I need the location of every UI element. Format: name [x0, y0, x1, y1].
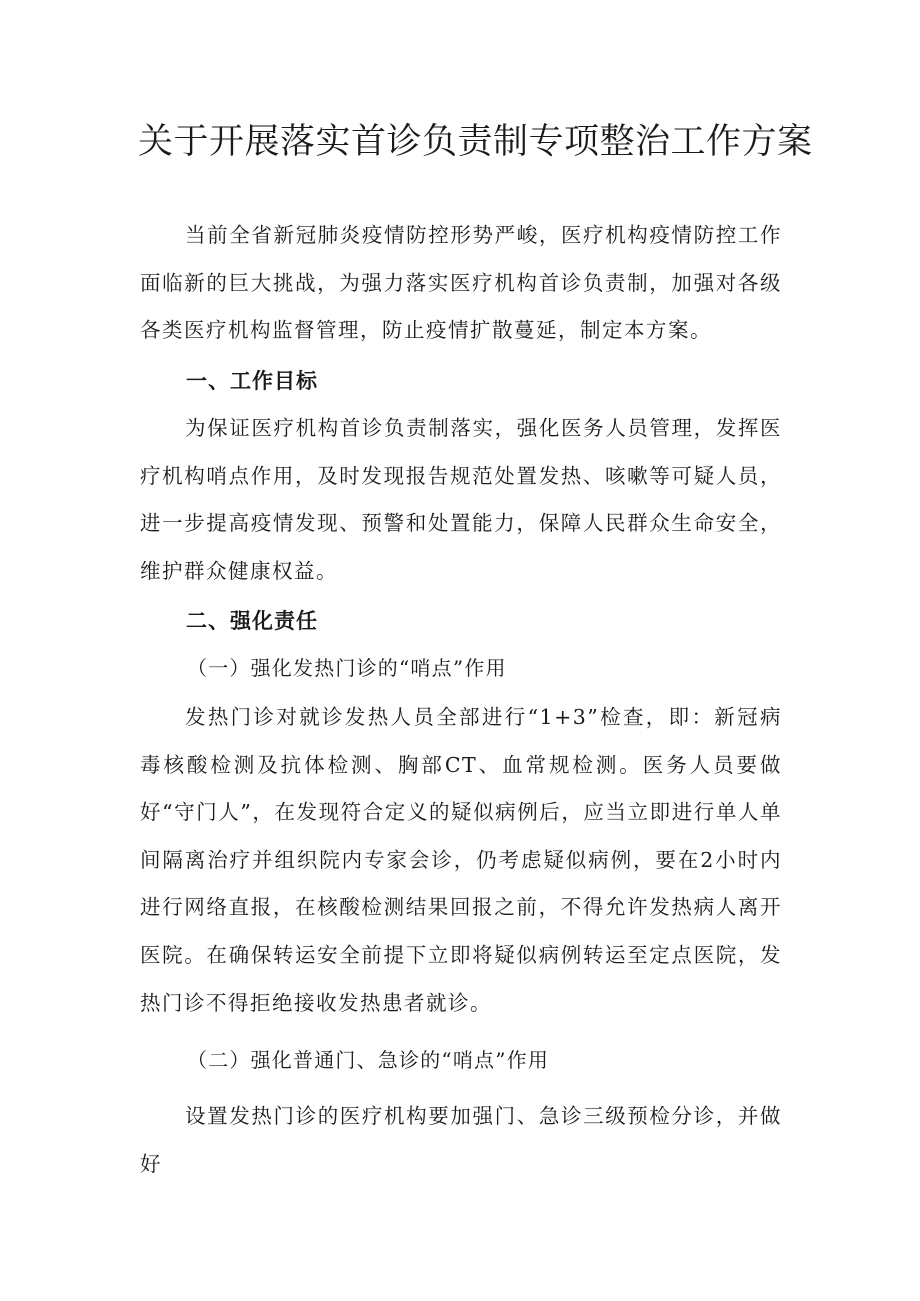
document-title: 关于开展落实首诊负责制专项整治工作方案	[138, 122, 813, 162]
section-heading-responsibility: 二、强化责任	[186, 609, 318, 633]
subsection-heading-general-clinic: （二）强化普通门、急诊的“哨点”作用	[187, 1048, 550, 1072]
subsection-heading-fever-clinic: （一）强化发热门诊的“哨点”作用	[187, 656, 507, 680]
intro-paragraph: 当前全省新冠肺炎疫情防控形势严峻，医疗机构疫情防控工作面临新的巨大挑战，为强力落实医疗机构首诊负责制，加强对各级各类医疗机构监督管理，防止疫情扩散蔓延，制定本方案。	[140, 223, 782, 343]
fever-clinic-paragraph: 发热门诊对就诊发热人员全部进行“1+3”检查，即：新冠病毒核酸检测及抗体检测、胸部CT、血常规检测。医务人员要做好“守门人”，在发现符合定义的疑似病例后，应当立即进行单人单间隔离治疗并组织院内专家会诊，仍考虑疑似病例，要在2小时内进行网络直报，在核酸检测结果回报之前，不得允许发热病人离开医院。在确保转运安全前提下立即将疑似病例转运至定点医院，发热门诊不得拒绝接收发热患者就诊。	[140, 705, 782, 1015]
goals-paragraph: 为保证医疗机构首诊负责制落实，强化医务人员管理，发挥医疗机构哨点作用，及时发现报告规范处置发热、咳嗽等可疑人员，进一步提高疫情发现、预警和处置能力，保障人民群众生命安全，维护群众健康权益。	[140, 416, 782, 583]
section-heading-goals: 一、工作目标	[186, 369, 318, 393]
general-clinic-paragraph: 设置发热门诊的医疗机构要加强门、急诊三级预检分诊，并做好	[140, 1104, 782, 1176]
